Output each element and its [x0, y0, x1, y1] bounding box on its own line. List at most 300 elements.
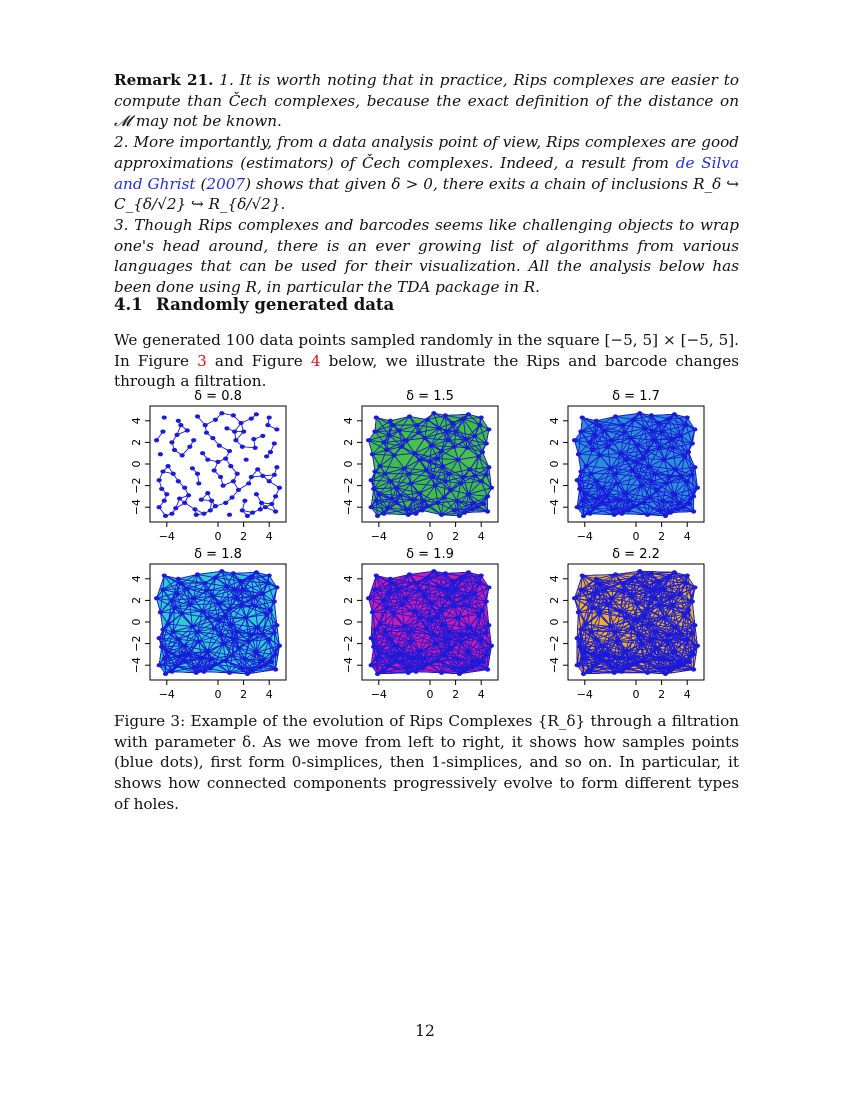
data-point — [672, 492, 677, 496]
data-point — [376, 492, 381, 496]
remark-item-3-text: 3. Though Rips complexes and barcodes seems like challenging objects to wrap one's head around, there is an ever growing list of algorithms from various languages that can be used for their visualization. All the analysis below has been done using R, in particular the TDA package in R. — [114, 215, 739, 297]
data-point — [627, 499, 632, 503]
data-point — [269, 502, 274, 506]
data-point — [587, 512, 592, 516]
data-point — [583, 464, 588, 468]
data-point — [274, 465, 279, 469]
data-point — [635, 444, 640, 448]
data-point — [485, 494, 490, 498]
data-point — [485, 509, 490, 513]
data-point — [215, 460, 220, 464]
data-point — [159, 487, 164, 491]
data-point — [371, 487, 376, 491]
data-point — [639, 484, 644, 488]
data-point — [160, 469, 165, 473]
data-point — [398, 493, 403, 497]
panel-title: δ = 0.8 — [194, 389, 242, 404]
data-point — [443, 479, 448, 483]
data-point — [172, 448, 177, 452]
data-point — [397, 428, 402, 432]
data-point — [200, 451, 205, 455]
data-point — [481, 502, 486, 506]
data-point — [610, 507, 615, 511]
data-point — [233, 438, 238, 442]
data-point — [641, 501, 646, 505]
data-point — [255, 467, 260, 471]
data-point — [594, 419, 599, 423]
data-point — [636, 475, 641, 479]
rips-panel — [130, 389, 286, 543]
data-point — [210, 436, 215, 440]
data-point — [192, 507, 197, 511]
data-point — [264, 454, 269, 458]
data-point — [614, 481, 619, 485]
data-point — [386, 433, 391, 437]
remark-block — [114, 70, 739, 298]
data-point — [576, 452, 581, 456]
data-point — [480, 450, 485, 454]
data-point — [162, 499, 167, 503]
data-point — [664, 481, 669, 485]
y-tick-label: −2 — [548, 477, 561, 494]
data-point — [182, 501, 187, 505]
data-point — [390, 423, 395, 427]
data-point — [641, 457, 646, 461]
data-point — [268, 450, 273, 454]
data-point — [383, 472, 388, 476]
data-point — [466, 412, 471, 416]
data-point — [631, 504, 636, 508]
y-tick-label: 4 — [130, 417, 143, 425]
data-point — [238, 421, 243, 425]
y-tick-label: −2 — [130, 477, 143, 494]
data-point — [369, 478, 374, 482]
data-point — [667, 475, 672, 479]
data-point — [600, 486, 605, 490]
data-point — [370, 452, 375, 456]
x-tick-label: 4 — [683, 530, 691, 543]
data-point — [659, 430, 664, 434]
data-point — [463, 437, 468, 441]
data-point — [163, 514, 168, 518]
data-point — [374, 415, 379, 419]
y-tick-label: 2 — [548, 438, 561, 446]
data-point — [186, 493, 191, 497]
data-point — [195, 472, 200, 476]
data-point — [421, 499, 426, 503]
data-point — [685, 415, 690, 419]
x-tick-label: 0 — [214, 530, 222, 543]
data-point — [486, 465, 491, 469]
y-tick-label: 0 — [342, 460, 355, 468]
figure-ref-3[interactable]: 3 — [197, 351, 207, 370]
data-point — [403, 438, 408, 442]
data-point — [240, 508, 245, 512]
data-point — [381, 440, 386, 444]
remark-item-3 — [114, 215, 739, 298]
data-point — [467, 467, 472, 471]
figure-ref-4[interactable]: 4 — [310, 351, 321, 370]
data-point — [633, 460, 638, 464]
data-point — [621, 423, 626, 427]
x-tick-label: 2 — [240, 530, 248, 543]
data-point — [462, 511, 467, 515]
data-point — [472, 434, 477, 438]
data-point — [273, 494, 278, 498]
data-point — [415, 423, 420, 427]
data-point — [631, 418, 636, 422]
data-point — [277, 486, 282, 490]
data-point — [690, 441, 695, 445]
data-point — [157, 505, 162, 509]
data-point — [267, 415, 272, 419]
data-point — [591, 506, 596, 510]
data-point — [605, 445, 610, 449]
data-point — [673, 467, 678, 471]
data-point — [450, 421, 455, 425]
data-point — [646, 464, 651, 468]
data-point — [484, 441, 489, 445]
data-point — [407, 414, 412, 418]
data-point — [456, 458, 461, 462]
data-point — [425, 504, 430, 508]
intro-text-3: below, we illustrate the Rips and barcode changes through a filtration. — [114, 351, 739, 391]
data-point — [654, 488, 659, 492]
data-point — [241, 430, 246, 434]
data-point — [392, 453, 397, 457]
intro-text-2: and Figure — [206, 351, 311, 370]
data-point — [191, 438, 196, 442]
panel-title: δ = 1.7 — [612, 389, 660, 404]
data-point — [274, 427, 279, 431]
data-point — [692, 427, 697, 431]
data-point — [182, 486, 187, 490]
data-point — [470, 507, 475, 511]
data-point — [642, 426, 647, 430]
data-point — [171, 472, 176, 476]
data-point — [212, 468, 217, 472]
x-tick-label: −4 — [370, 530, 387, 543]
data-point — [425, 418, 430, 422]
data-point — [205, 491, 210, 495]
data-point — [580, 499, 585, 503]
data-point — [486, 427, 491, 431]
data-point — [651, 438, 656, 442]
data-point — [430, 475, 435, 479]
data-point — [461, 475, 466, 479]
data-point — [213, 418, 218, 422]
data-point — [229, 495, 234, 499]
data-point — [420, 508, 425, 512]
data-point — [381, 512, 386, 516]
data-point — [416, 431, 421, 435]
y-tick-label: −4 — [342, 499, 355, 516]
data-point — [244, 458, 249, 462]
data-point — [267, 479, 272, 483]
data-point — [618, 451, 623, 455]
data-point — [581, 514, 586, 518]
data-point — [677, 501, 682, 505]
data-point — [452, 508, 457, 512]
data-point — [227, 449, 232, 453]
data-point — [377, 464, 382, 468]
data-point — [253, 446, 258, 450]
data-point — [204, 431, 209, 435]
data-point — [249, 417, 254, 421]
data-point — [218, 475, 223, 479]
data-point — [389, 496, 394, 500]
data-point — [441, 495, 446, 499]
data-point — [682, 454, 687, 458]
data-point — [662, 458, 667, 462]
data-point — [667, 417, 672, 421]
data-point — [372, 469, 377, 473]
data-point — [431, 411, 436, 415]
data-point — [472, 474, 477, 478]
data-point — [645, 513, 650, 517]
citation-year-link[interactable]: 2007 — [206, 174, 246, 193]
data-point — [422, 436, 427, 440]
data-point — [174, 433, 179, 437]
data-point — [224, 426, 229, 430]
remark-lead: Remark 21. — [114, 71, 214, 89]
data-point — [454, 499, 459, 503]
data-point — [209, 499, 214, 503]
rips-figure — [100, 384, 740, 704]
data-point — [594, 479, 599, 483]
data-point — [232, 430, 237, 434]
data-point — [169, 512, 174, 516]
data-point — [407, 472, 412, 476]
data-point — [690, 473, 695, 477]
data-point — [394, 501, 399, 505]
data-point — [479, 479, 484, 483]
data-point — [217, 444, 222, 448]
remark-item-1 — [114, 70, 739, 132]
data-point — [384, 448, 389, 452]
data-point — [461, 417, 466, 421]
data-point — [369, 505, 374, 509]
data-point — [578, 469, 583, 473]
data-point — [623, 491, 628, 495]
data-point — [572, 438, 577, 442]
data-point — [484, 473, 489, 477]
data-point — [622, 431, 627, 435]
data-point — [235, 472, 240, 476]
data-point — [160, 430, 165, 434]
data-point — [260, 434, 265, 438]
x-tick-label: −4 — [576, 530, 593, 543]
data-point — [203, 423, 208, 427]
data-point — [578, 430, 583, 434]
data-point — [695, 486, 700, 490]
data-point — [427, 460, 432, 464]
data-point — [219, 411, 224, 415]
data-point — [609, 438, 614, 442]
data-point — [228, 464, 233, 468]
data-point — [176, 419, 181, 423]
data-point — [650, 430, 655, 434]
data-point — [598, 453, 603, 457]
citation-link[interactable]: de Silva and Ghrist — [114, 153, 739, 193]
data-point — [374, 499, 379, 503]
x-tick-label: 4 — [477, 530, 485, 543]
y-tick-label: −2 — [342, 477, 355, 494]
data-point — [412, 451, 417, 455]
y-tick-label: 0 — [548, 460, 561, 468]
data-point — [385, 506, 390, 510]
data-point — [231, 479, 236, 483]
data-point — [185, 428, 190, 432]
data-point — [626, 508, 631, 512]
data-point — [254, 492, 259, 496]
data-point — [649, 413, 654, 417]
data-point — [194, 513, 199, 517]
data-point — [173, 506, 178, 510]
data-point — [258, 507, 263, 511]
data-point — [445, 438, 450, 442]
data-point — [678, 434, 683, 438]
data-point — [417, 491, 422, 495]
data-point — [263, 505, 268, 509]
data-point — [476, 454, 481, 458]
data-point — [577, 487, 582, 491]
data-point — [249, 475, 254, 479]
data-point — [158, 452, 163, 456]
data-point — [205, 458, 210, 462]
remark-item-2-tail: ) shows that given δ > 0, there exits a chain of inclusions R_δ ↪ C_{δ/√2} ↪ R_{δ/√2}. — [114, 174, 739, 214]
data-point — [250, 511, 255, 515]
y-tick-label: −4 — [130, 499, 143, 516]
data-point — [691, 494, 696, 498]
intro-text-1: We generated 100 data points sampled randomly in the square [−5, 5] × [−5, 5]. In Figure — [114, 331, 739, 370]
x-tick-label: 0 — [632, 530, 640, 543]
data-point — [176, 479, 181, 483]
data-point — [479, 415, 484, 419]
data-point — [575, 478, 580, 482]
data-point — [195, 414, 200, 418]
data-point — [645, 449, 650, 453]
intro-paragraph — [114, 330, 739, 392]
data-point — [444, 430, 449, 434]
data-point — [691, 509, 696, 513]
x-tick-label: −4 — [158, 530, 175, 543]
y-tick-label: 0 — [130, 460, 143, 468]
data-point — [424, 468, 429, 472]
panel-frame — [150, 406, 286, 522]
data-point — [613, 472, 618, 476]
data-point — [366, 438, 371, 442]
data-point — [406, 513, 411, 517]
data-point — [190, 466, 195, 470]
data-point — [575, 505, 580, 509]
data-point — [196, 481, 201, 485]
data-point — [439, 449, 444, 453]
data-point — [668, 511, 673, 515]
y-tick-label: 4 — [342, 417, 355, 425]
data-point — [671, 446, 676, 450]
remark-item-2 — [114, 132, 739, 215]
data-point — [388, 479, 393, 483]
data-point — [213, 504, 218, 508]
data-point — [683, 423, 688, 427]
data-point — [245, 514, 250, 518]
rips-panel — [548, 389, 704, 543]
data-point — [417, 458, 422, 462]
remark-item-1-text: 1. It is worth noting that in practice, Rips complexes are easier to compute than Čech complexes, because the exact definition of the distance on 𝓜 may not be known. — [114, 71, 739, 131]
data-point — [242, 499, 247, 503]
data-point — [402, 466, 407, 470]
data-point — [394, 486, 399, 490]
data-point — [443, 413, 448, 417]
data-point — [608, 466, 613, 470]
y-tick-label: 2 — [130, 438, 143, 446]
data-point — [475, 505, 480, 509]
data-point — [457, 514, 462, 518]
data-point — [411, 498, 416, 502]
data-point — [208, 508, 213, 512]
data-point — [658, 445, 663, 449]
data-point — [596, 423, 601, 427]
data-point — [221, 484, 226, 488]
data-point — [672, 412, 677, 416]
y-tick-label: 4 — [548, 417, 561, 425]
data-point — [260, 474, 265, 478]
data-point — [489, 486, 494, 490]
data-point — [273, 509, 278, 513]
data-point — [435, 457, 440, 461]
data-point — [162, 415, 167, 419]
data-point — [466, 492, 471, 496]
citation-paren: ( — [195, 174, 207, 193]
data-point — [452, 445, 457, 449]
data-point — [471, 501, 476, 505]
data-point — [259, 501, 264, 505]
data-point — [685, 479, 690, 483]
x-tick-label: 4 — [265, 530, 273, 543]
data-point — [686, 450, 691, 454]
rips-complex-grid — [100, 384, 740, 704]
data-point — [580, 415, 585, 419]
data-point — [157, 478, 162, 482]
data-point — [681, 505, 686, 509]
data-point — [687, 502, 692, 506]
data-point — [164, 492, 169, 496]
y-tick-label: −4 — [548, 499, 561, 516]
section-heading — [114, 295, 394, 314]
data-point — [435, 501, 440, 505]
section-title: Randomly generated data — [156, 295, 395, 314]
data-point — [236, 488, 241, 492]
x-tick-label: 2 — [658, 530, 666, 543]
data-point — [678, 474, 683, 478]
data-point — [676, 507, 681, 511]
data-point — [600, 501, 605, 505]
data-point — [477, 423, 482, 427]
data-point — [272, 473, 277, 477]
data-point — [436, 426, 441, 430]
data-point — [223, 501, 228, 505]
data-point — [372, 430, 377, 434]
data-point — [433, 484, 438, 488]
data-point — [453, 430, 458, 434]
data-point — [458, 481, 463, 485]
data-point — [447, 472, 452, 476]
data-point — [589, 472, 594, 476]
data-point — [613, 414, 618, 418]
data-point — [375, 514, 380, 518]
data-point — [623, 458, 628, 462]
